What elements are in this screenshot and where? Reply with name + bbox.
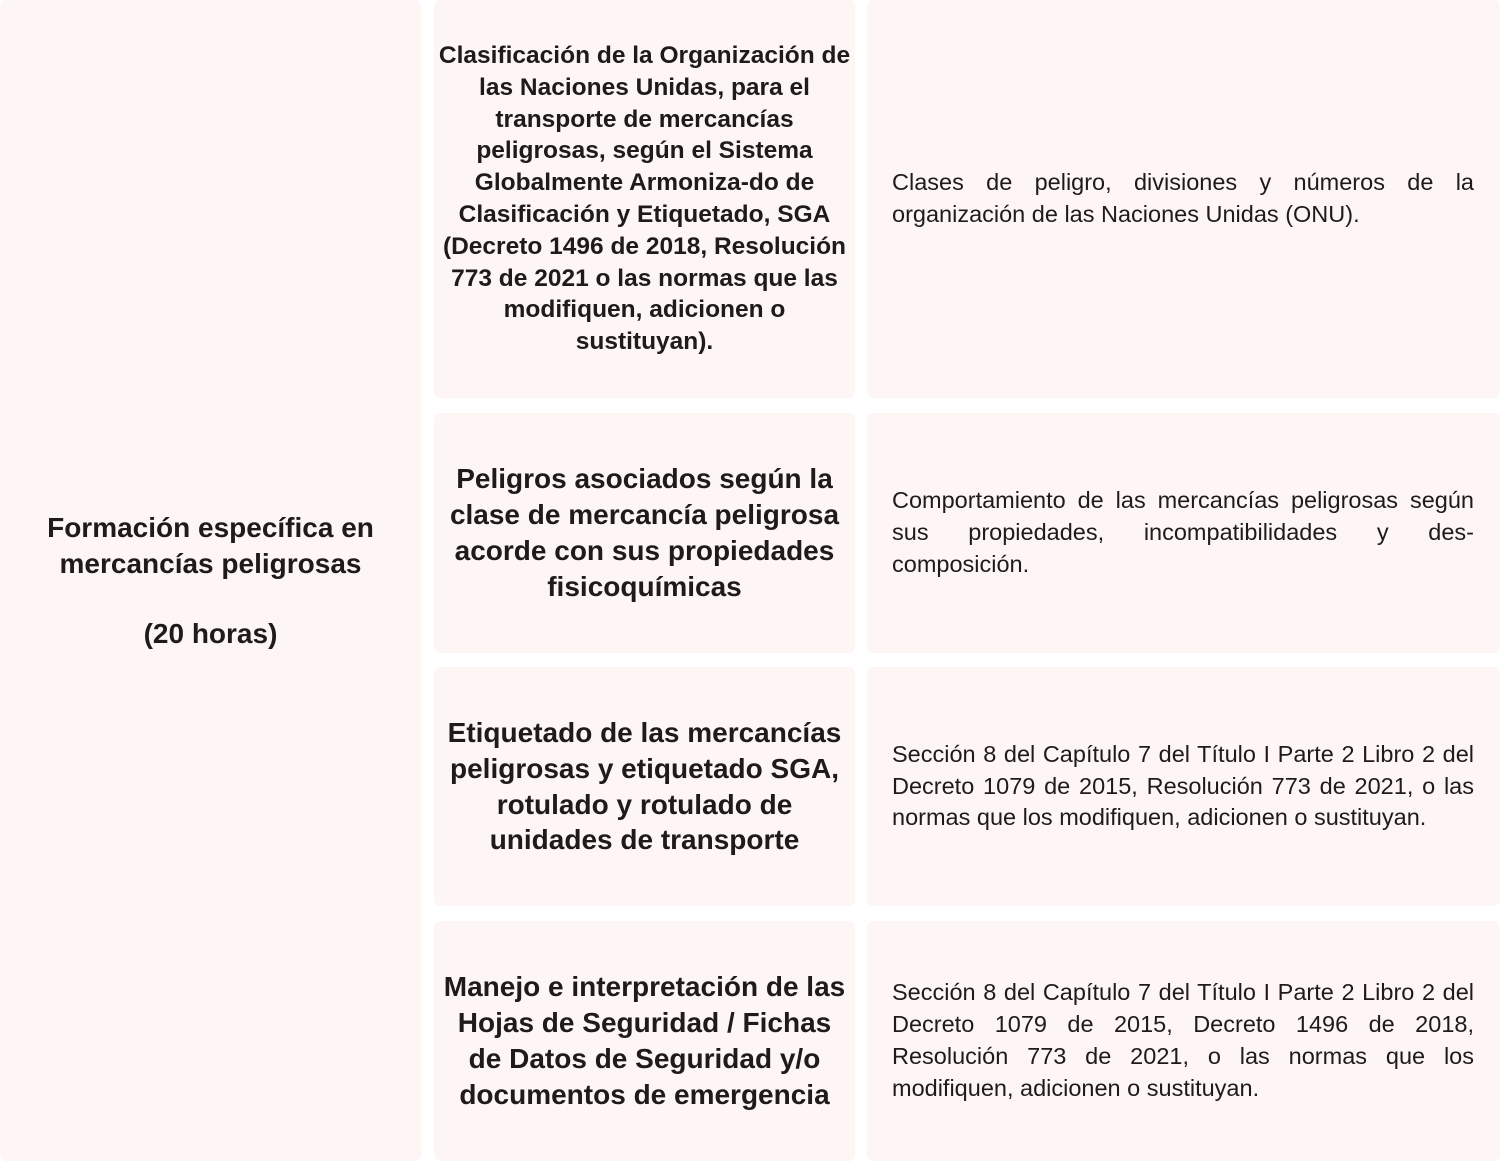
content-cell-3 <box>867 667 1500 906</box>
topic-cell-2 <box>434 413 855 653</box>
content-cell-1 <box>867 0 1500 398</box>
content-text: Sección 8 del Capítulo 7 del Título I Parte 2 Libro 2 del Decreto 1079 de 2015, Decreto 1496 de 2018, Resolución 773 de 2021, o las normas que los modifiquen, adicionen o sustituyan. <box>892 979 1474 1101</box>
module-title: Formación específica en mercancías peligrosas <box>47 511 374 579</box>
module-cell <box>0 0 421 1161</box>
topic-text: Etiquetado de las mercancías peligrosas y etiquetado SGA, rotulado y rotulado de unidades de transporte <box>447 716 842 856</box>
content-text: Clases de peligro, divisiones y números de la organización de las Naciones Unidas (ONU). <box>892 169 1474 227</box>
topic-cell-3 <box>434 667 855 906</box>
module-hours: (20 horas) <box>143 617 278 649</box>
topic-text: Peligros asociados según la clase de mercancía peligrosa acorde con sus propiedades fisicoquímicas <box>449 463 840 602</box>
content-text: Comportamiento de las mercancías peligrosas según sus propiedades, incompatibilidades y des-composición. <box>892 487 1474 577</box>
content-cell-4 <box>867 921 1500 1161</box>
topic-cell-4 <box>434 921 855 1161</box>
topic-cell-1 <box>434 0 855 398</box>
topic-text: Clasificación de la Organización de las Naciones Unidas, para el transporte de mercancías peligrosas, según el Sistema Globalmente Armoniza-do de Clasificación y Etiquetado, SGA (Decreto 1496 de 2018, Resolución 773 de 2021 o las normas que las modifiquen, adicionen o sustituyan). <box>438 42 851 356</box>
content-cell-2 <box>867 413 1500 653</box>
content-text: Sección 8 del Capítulo 7 del Título I Parte 2 Libro 2 del Decreto 1079 de 2015, Resolución 773 de 2021, o las normas que los modifiquen, adicionen o sustituyan. <box>892 740 1474 831</box>
topic-text: Manejo e interpretación de las Hojas de Seguridad / Fichas de Datos de Seguridad y/o documentos de emergencia <box>443 971 846 1110</box>
module-block <box>0 510 421 652</box>
